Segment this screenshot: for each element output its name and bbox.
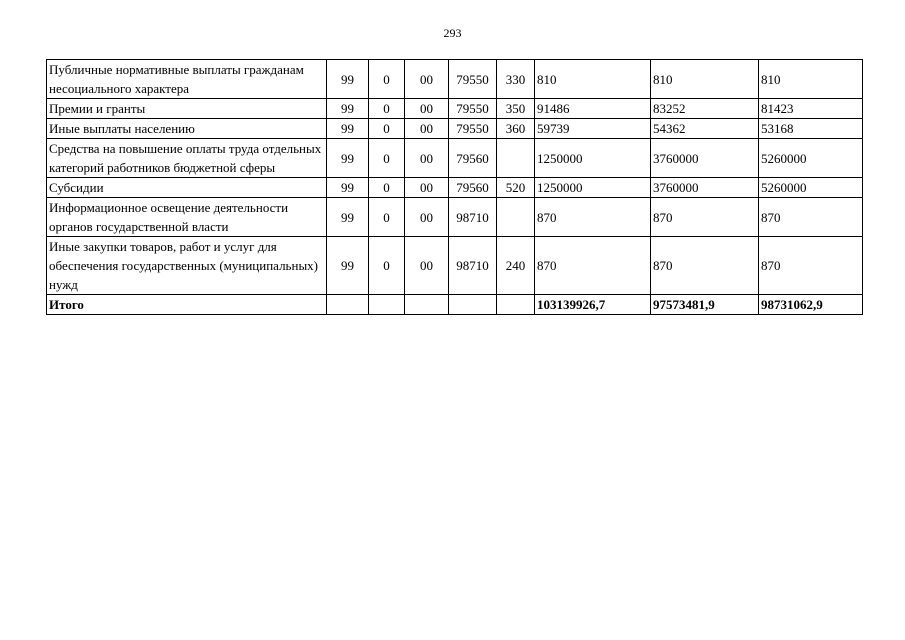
direction-code-cell: 98710 <box>449 237 497 295</box>
subprogram-cell: 0 <box>369 139 405 178</box>
amount-year1-cell: 59739 <box>535 119 651 139</box>
budget-table <box>46 59 863 315</box>
subprogram-cell: 0 <box>369 237 405 295</box>
table-row <box>47 60 863 99</box>
expense-type-cell <box>497 295 535 315</box>
program-cell <box>327 295 369 315</box>
amount-year3-cell: 81423 <box>759 99 863 119</box>
program-cell: 99 <box>327 119 369 139</box>
direction-code-cell: 79550 <box>449 119 497 139</box>
main-activity-cell: 00 <box>405 198 449 237</box>
expense-type-cell <box>497 198 535 237</box>
table-body <box>47 60 863 315</box>
expense-type-cell <box>497 139 535 178</box>
subprogram-cell: 0 <box>369 119 405 139</box>
amount-year1-cell: 870 <box>535 237 651 295</box>
expense-type-cell: 240 <box>497 237 535 295</box>
amount-year3-cell: 5260000 <box>759 139 863 178</box>
direction-code-cell: 79550 <box>449 60 497 99</box>
row-name-cell: Субсидии <box>47 178 327 198</box>
direction-code-cell: 79560 <box>449 139 497 178</box>
direction-code-cell: 98710 <box>449 198 497 237</box>
row-name-cell: Информационное освещение деятельности органов государственной власти <box>47 198 327 237</box>
subprogram-cell <box>369 295 405 315</box>
amount-year2-cell: 870 <box>651 237 759 295</box>
direction-code-cell <box>449 295 497 315</box>
amount-year1-cell: 103139926,7 <box>535 295 651 315</box>
subprogram-cell: 0 <box>369 178 405 198</box>
amount-year3-cell: 53168 <box>759 119 863 139</box>
table-row <box>47 139 863 178</box>
row-name-cell: Иные выплаты населению <box>47 119 327 139</box>
main-activity-cell: 00 <box>405 237 449 295</box>
page-number: 293 <box>443 26 462 40</box>
table-row <box>47 178 863 198</box>
amount-year1-cell: 1250000 <box>535 139 651 178</box>
main-activity-cell <box>405 295 449 315</box>
amount-year2-cell: 870 <box>651 198 759 237</box>
program-cell: 99 <box>327 60 369 99</box>
amount-year3-cell: 98731062,9 <box>759 295 863 315</box>
main-activity-cell: 00 <box>405 99 449 119</box>
amount-year3-cell: 5260000 <box>759 178 863 198</box>
amount-year3-cell: 810 <box>759 60 863 99</box>
main-activity-cell: 00 <box>405 139 449 178</box>
amount-year2-cell: 3760000 <box>651 178 759 198</box>
subprogram-cell: 0 <box>369 60 405 99</box>
direction-code-cell: 79560 <box>449 178 497 198</box>
main-activity-cell: 00 <box>405 119 449 139</box>
amount-year1-cell: 810 <box>535 60 651 99</box>
total-row <box>47 295 863 315</box>
expense-type-cell: 360 <box>497 119 535 139</box>
row-name-cell: Итого <box>47 295 327 315</box>
amount-year2-cell: 3760000 <box>651 139 759 178</box>
program-cell: 99 <box>327 139 369 178</box>
amount-year1-cell: 870 <box>535 198 651 237</box>
amount-year2-cell: 83252 <box>651 99 759 119</box>
subprogram-cell: 0 <box>369 99 405 119</box>
direction-code-cell: 79550 <box>449 99 497 119</box>
table-row <box>47 119 863 139</box>
row-name-cell: Средства на повышение оплаты труда отдельных категорий работников бюджетной сферы <box>47 139 327 178</box>
expense-type-cell: 520 <box>497 178 535 198</box>
row-name-cell: Иные закупки товаров, работ и услуг для обеспечения государственных (муниципальных) нужд <box>47 237 327 295</box>
program-cell: 99 <box>327 99 369 119</box>
expense-type-cell: 350 <box>497 99 535 119</box>
row-name-cell: Премии и гранты <box>47 99 327 119</box>
amount-year2-cell: 54362 <box>651 119 759 139</box>
amount-year1-cell: 91486 <box>535 99 651 119</box>
table-row <box>47 237 863 295</box>
table-row <box>47 198 863 237</box>
program-cell: 99 <box>327 178 369 198</box>
amount-year2-cell: 810 <box>651 60 759 99</box>
amount-year3-cell: 870 <box>759 198 863 237</box>
program-cell: 99 <box>327 198 369 237</box>
amount-year1-cell: 1250000 <box>535 178 651 198</box>
expense-type-cell: 330 <box>497 60 535 99</box>
subprogram-cell: 0 <box>369 198 405 237</box>
row-name-cell: Публичные нормативные выплаты гражданам несоциального характера <box>47 60 327 99</box>
program-cell: 99 <box>327 237 369 295</box>
amount-year2-cell: 97573481,9 <box>651 295 759 315</box>
amount-year3-cell: 870 <box>759 237 863 295</box>
main-activity-cell: 00 <box>405 178 449 198</box>
main-activity-cell: 00 <box>405 60 449 99</box>
table-row <box>47 99 863 119</box>
